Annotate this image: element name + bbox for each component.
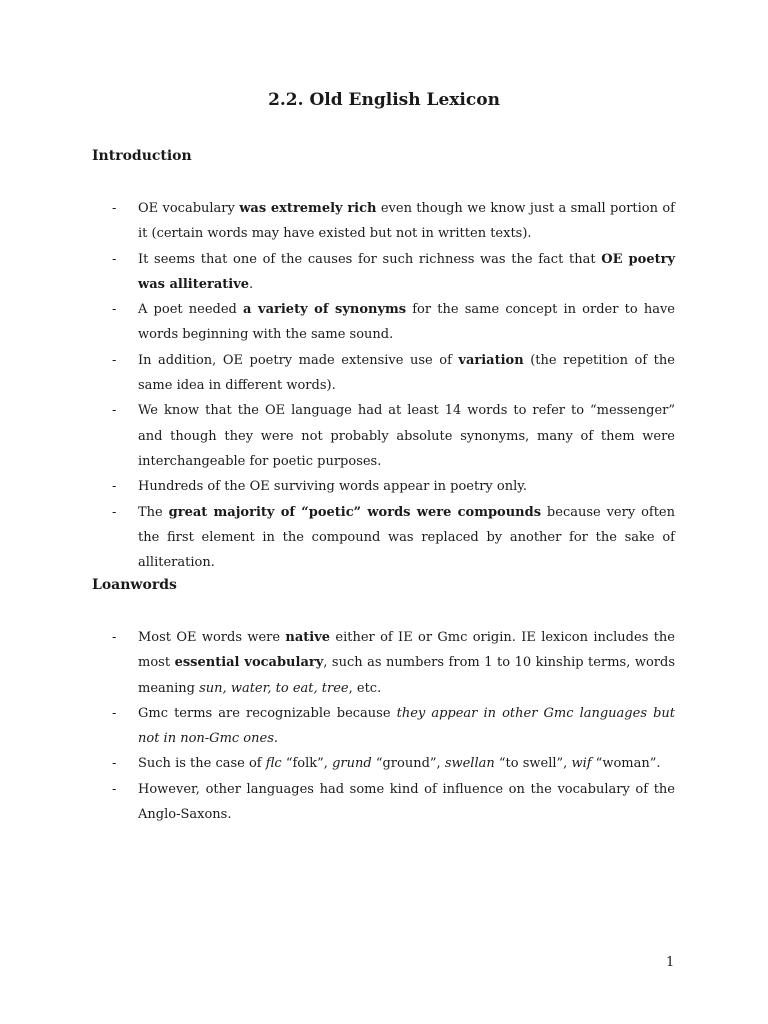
bullet-dash: - <box>112 705 117 721</box>
bullet-item <box>112 196 675 247</box>
bullet-dash: - <box>112 504 117 520</box>
bullet-dash: - <box>112 352 117 368</box>
bullet-item <box>112 398 675 474</box>
bullet-list-introduction <box>112 196 675 575</box>
text-run: because very often the first element in the compound was replaced by another for the sake of alliteration. <box>138 504 675 571</box>
page-number: 1 <box>666 955 675 970</box>
text-run: , etc. <box>348 680 382 696</box>
text-run: Hundreds of the OE surviving words appear in poetry only. <box>138 479 528 495</box>
section-heading-introduction: Introduction <box>92 148 192 164</box>
bullet-item <box>112 777 675 828</box>
text-run: OE vocabulary <box>138 201 240 216</box>
text-run: “folk”, <box>281 756 333 772</box>
section-heading-loanwords: Loanwords <box>92 577 177 593</box>
bullet-item <box>112 247 675 298</box>
bullet-dash: - <box>112 302 117 318</box>
text-run: A poet needed <box>138 302 244 318</box>
bullet-item <box>112 751 675 776</box>
bullet-item <box>112 701 675 752</box>
text-run: Most OE words were <box>138 630 286 645</box>
bullet-dash: - <box>112 756 117 772</box>
bold-text: a variety of synonyms <box>243 302 407 318</box>
text-run: In addition, OE poetry made extensive use of <box>138 352 459 368</box>
text-run: “to swell”, <box>494 756 572 772</box>
italic-text: grund <box>332 756 372 772</box>
bullet-dash: - <box>112 403 117 419</box>
text-run: for the same concept in order to have words beginning with the same sound. <box>138 302 675 343</box>
bullet-item <box>112 625 675 701</box>
text-run: The <box>138 504 169 520</box>
bullet-dash: - <box>112 479 117 495</box>
text-run: “woman”. <box>591 756 661 772</box>
text-run: (the repetition of the same idea in different words). <box>138 352 675 394</box>
bold-text: was extremely rich <box>239 201 377 216</box>
bullet-item <box>112 500 675 576</box>
bullet-item <box>112 474 675 499</box>
text-run: . <box>249 276 254 292</box>
bold-text: OE poetry was alliterative <box>138 251 675 292</box>
bold-text: variation <box>458 352 524 368</box>
text-run: Such is the case of <box>138 756 266 772</box>
text-run: We know that the OE language had at least 14 words to refer to “messenger” and though they were not probably absolute synonyms, many of them were interchangeable for poetic purposes. <box>138 403 675 469</box>
bullet-dash: - <box>112 630 117 645</box>
text-run: even though we know just a small portion of it (certain words may have existed but not in written texts). <box>138 201 675 242</box>
bullet-item <box>112 348 675 399</box>
bold-text: native <box>285 630 331 645</box>
text-run: , such as numbers from 1 to 10 kinship terms, words meaning <box>138 655 675 696</box>
bold-text: essential vocabulary <box>174 655 324 671</box>
text-run: It seems that one of the causes for such richness was the fact that <box>138 251 602 267</box>
bullet-dash: - <box>112 201 117 216</box>
italic-text: sun, water, to eat, tree <box>199 680 349 696</box>
text-run: either of IE or Gmc origin. IE lexicon includes the most <box>138 630 675 671</box>
bullet-dash: - <box>112 781 117 797</box>
italic-text: flc <box>265 756 282 772</box>
italic-text: they appear in other Gmc languages but not in non-Gmc ones. <box>138 705 675 747</box>
text-run: “ground”, <box>371 756 445 772</box>
document-title: 2.2. Old English Lexicon <box>268 90 500 110</box>
bullet-list-loanwords <box>112 625 675 827</box>
bold-text: great majority of “poetic” words were compounds <box>168 504 542 520</box>
bullet-dash: - <box>112 251 117 267</box>
text-run: Gmc terms are recognizable because <box>138 705 397 721</box>
text-run: However, other languages had some kind of influence on the vocabulary of the Anglo-Saxons. <box>138 781 675 823</box>
italic-text: swellan <box>444 756 495 772</box>
italic-text: wif <box>571 756 592 772</box>
bullet-item <box>112 297 675 348</box>
